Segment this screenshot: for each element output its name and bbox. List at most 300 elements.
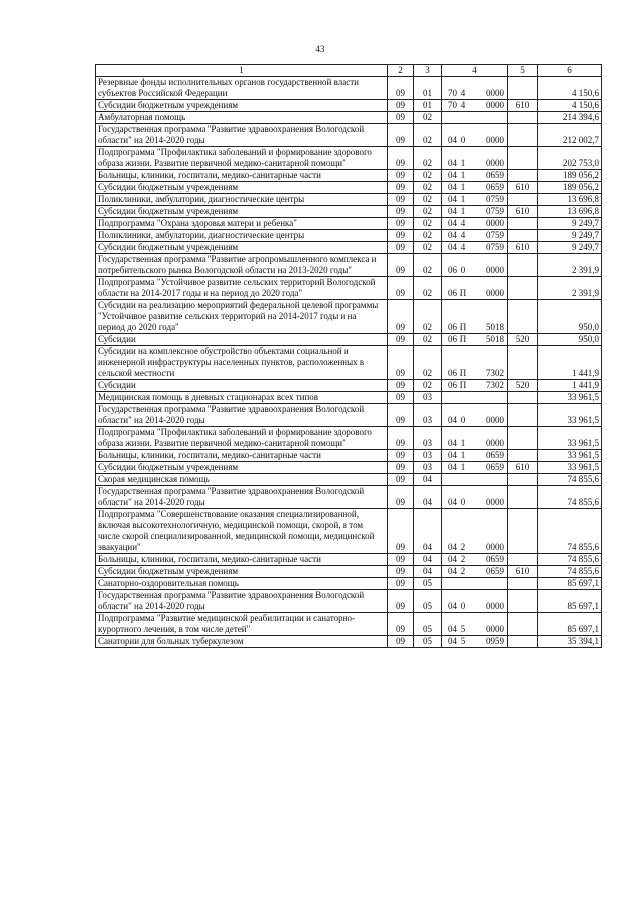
- target-article-part-c: [469, 636, 480, 647]
- row-target-article: [442, 242, 508, 254]
- row-section-code: 09: [388, 450, 414, 462]
- row-target-article: [442, 554, 508, 566]
- target-article-part-d: 0000: [486, 497, 504, 507]
- row-name: Скорая медицинская помощь: [96, 474, 388, 486]
- target-article-parts: [444, 322, 505, 333]
- row-name: Государственная программа "Развитие агропромышленного комплекса и потребительского рынка Вологодской области на 2013-2020 годы": [96, 254, 388, 277]
- table-row: [96, 242, 602, 254]
- table-row: [96, 578, 602, 590]
- target-article-part-d: 0659: [486, 554, 504, 564]
- row-expense-type: [508, 509, 538, 554]
- target-article-part-c: [469, 170, 480, 181]
- row-name: Больницы, клиники, госпитали, медико-санитарные части: [96, 450, 388, 462]
- target-article-part-a: 04: [448, 624, 457, 634]
- target-article-part-a: 06: [448, 265, 457, 275]
- table-row: [96, 206, 602, 218]
- row-amount: 74 855,6: [538, 474, 602, 486]
- target-article-part-d: 0000: [486, 438, 504, 448]
- target-article-parts: [444, 450, 505, 461]
- target-article-part-a: 04: [448, 242, 457, 252]
- table-row: [96, 112, 602, 124]
- row-name: Государственная программа "Развитие здравоохранения Вологодской области" на 2014-2020 годы: [96, 486, 388, 509]
- row-name: Поликлиники, амбулатории, диагностические центры: [96, 230, 388, 242]
- target-article-part-c: [469, 182, 480, 193]
- target-article-part-b: 1: [460, 182, 466, 192]
- target-article-parts: [444, 135, 505, 146]
- row-amount: 33 961,5: [538, 427, 602, 450]
- target-article-part-c: [469, 334, 480, 345]
- row-target-article: [442, 450, 508, 462]
- target-article-part-a: 06: [448, 380, 457, 390]
- row-expense-type: [508, 147, 538, 170]
- target-article-part-a: 04: [448, 554, 457, 564]
- row-subsection-code: 02: [414, 380, 442, 392]
- target-article-part-b: 5: [460, 624, 466, 634]
- row-section-code: 09: [388, 346, 414, 380]
- target-article-parts: [444, 242, 505, 253]
- target-article-parts: [444, 636, 505, 647]
- row-section-code: 09: [388, 242, 414, 254]
- table-row: [96, 277, 602, 300]
- target-article-parts: [444, 88, 505, 99]
- target-article-part-c: [469, 450, 480, 461]
- target-article-part-b: 0: [460, 135, 466, 145]
- row-name: Субсидии бюджетным учреждениям: [96, 566, 388, 578]
- row-expense-type: [508, 554, 538, 566]
- table-row: [96, 392, 602, 404]
- row-section-code: 09: [388, 509, 414, 554]
- target-article-part-a: 04: [448, 542, 457, 552]
- row-subsection-code: 03: [414, 392, 442, 404]
- row-expense-type: 610: [508, 182, 538, 194]
- row-name: Субсидии бюджетным учреждениям: [96, 100, 388, 112]
- target-article-part-b: 4: [460, 230, 466, 240]
- row-amount: 13 696,8: [538, 206, 602, 218]
- target-article-parts: [444, 368, 505, 379]
- target-article-part-c: [469, 497, 480, 508]
- row-subsection-code: 02: [414, 254, 442, 277]
- target-article-part-a: 04: [448, 158, 457, 168]
- target-article-part-b: 1: [460, 462, 466, 472]
- target-article-parts: [444, 438, 505, 449]
- row-expense-type: [508, 124, 538, 147]
- row-section-code: 09: [388, 404, 414, 427]
- table-row: [96, 100, 602, 112]
- row-amount: 35 394,1: [538, 636, 602, 648]
- row-amount: 2 391,9: [538, 254, 602, 277]
- row-expense-type: [508, 474, 538, 486]
- target-article-part-d: 0000: [486, 542, 504, 552]
- target-article-parts: [444, 554, 505, 565]
- row-expense-type: 610: [508, 566, 538, 578]
- target-article-part-c: [469, 368, 480, 379]
- target-article-part-d: 0000: [486, 624, 504, 634]
- table-row: [96, 346, 602, 380]
- row-expense-type: [508, 300, 538, 334]
- target-article-part-c: [469, 194, 480, 205]
- target-article-part-c: [469, 135, 480, 146]
- row-subsection-code: 01: [414, 77, 442, 100]
- target-article-part-a: 04: [448, 497, 457, 507]
- target-article-part-a: 06: [448, 368, 457, 378]
- target-article-part-d: 0000: [486, 100, 504, 110]
- row-name: Субсидии бюджетным учреждениям: [96, 242, 388, 254]
- row-name: Санатории для больных туберкулезом: [96, 636, 388, 648]
- table-row: [96, 427, 602, 450]
- row-amount: 74 855,6: [538, 554, 602, 566]
- row-amount: 85 697,1: [538, 590, 602, 613]
- row-name: Субсидии: [96, 334, 388, 346]
- target-article-part-a: 04: [448, 601, 457, 611]
- row-name: Субсидии на реализацию мероприятий федеральной целевой программы "Устойчивое развитие сельских территорий на 2014-2017 годы и на период до 2020 года": [96, 300, 388, 334]
- row-target-article: [442, 346, 508, 380]
- row-target-article: [442, 334, 508, 346]
- row-expense-type: [508, 254, 538, 277]
- row-expense-type: [508, 486, 538, 509]
- row-expense-type: [508, 346, 538, 380]
- row-section-code: 09: [388, 194, 414, 206]
- target-article-part-d: 0959: [486, 636, 504, 646]
- header-col-1: 1: [96, 65, 388, 77]
- target-article-part-b: П: [459, 288, 467, 298]
- row-target-article: [442, 404, 508, 427]
- row-amount: 189 056,2: [538, 182, 602, 194]
- row-target-article: [442, 590, 508, 613]
- row-expense-type: 610: [508, 206, 538, 218]
- row-amount: 950,0: [538, 300, 602, 334]
- target-article-part-d: 0000: [486, 601, 504, 611]
- target-article-part-b: 2: [460, 566, 466, 576]
- row-target-article: [442, 486, 508, 509]
- target-article-part-c: [469, 462, 480, 473]
- target-article-part-b: 5: [460, 636, 466, 646]
- row-target-article: [442, 206, 508, 218]
- target-article-part-d: 0659: [486, 182, 504, 192]
- target-article-parts: [444, 624, 505, 635]
- row-subsection-code: 02: [414, 147, 442, 170]
- target-article-part-d: 0659: [486, 462, 504, 472]
- target-article-part-b: 1: [460, 158, 466, 168]
- target-article-part-a: 06: [448, 322, 457, 332]
- row-expense-type: [508, 170, 538, 182]
- row-target-article: [442, 182, 508, 194]
- table-row: [96, 636, 602, 648]
- target-article-part-b: 4: [460, 218, 466, 228]
- row-name: Больницы, клиники, госпитали, медико-санитарные части: [96, 554, 388, 566]
- table-row: [96, 218, 602, 230]
- target-article-part-c: [469, 542, 480, 553]
- row-amount: 4 150,6: [538, 100, 602, 112]
- table-row: [96, 450, 602, 462]
- target-article-part-c: [469, 230, 480, 241]
- row-expense-type: [508, 194, 538, 206]
- row-target-article: [442, 566, 508, 578]
- row-name: Государственная программа "Развитие здравоохранения Вологодской области" на 2014-2020 годы: [96, 124, 388, 147]
- row-target-article: [442, 613, 508, 636]
- target-article-part-a: 04: [448, 230, 457, 240]
- target-article-part-a: 04: [448, 182, 457, 192]
- row-target-article: [442, 170, 508, 182]
- target-article-part-b: 1: [460, 438, 466, 448]
- target-article-part-b: 1: [460, 206, 466, 216]
- row-amount: 212 002,7: [538, 124, 602, 147]
- target-article-parts: [444, 158, 505, 169]
- header-col-3: 3: [414, 65, 442, 77]
- target-article-part-d: 0759: [486, 206, 504, 216]
- target-article-part-b: 4: [460, 88, 466, 98]
- table-row: [96, 486, 602, 509]
- row-target-article: [442, 230, 508, 242]
- row-expense-type: [508, 404, 538, 427]
- row-amount: 33 961,5: [538, 392, 602, 404]
- row-amount: 85 697,1: [538, 578, 602, 590]
- row-section-code: 09: [388, 300, 414, 334]
- table-row: [96, 474, 602, 486]
- row-subsection-code: 02: [414, 277, 442, 300]
- target-article-part-b: 1: [460, 170, 466, 180]
- target-article-part-c: [469, 554, 480, 565]
- row-subsection-code: 02: [414, 334, 442, 346]
- header-col-6: 6: [538, 65, 602, 77]
- table-row: [96, 590, 602, 613]
- row-section-code: 09: [388, 100, 414, 112]
- row-section-code: 09: [388, 427, 414, 450]
- row-target-article: [442, 147, 508, 170]
- row-subsection-code: 05: [414, 578, 442, 590]
- row-expense-type: [508, 392, 538, 404]
- row-subsection-code: 02: [414, 300, 442, 334]
- target-article-part-a: 04: [448, 566, 457, 576]
- target-article-parts: [444, 542, 505, 553]
- target-article-part-c: [469, 380, 480, 391]
- row-subsection-code: 05: [414, 636, 442, 648]
- target-article-part-d: 5018: [486, 322, 504, 332]
- row-amount: 4 150,6: [538, 77, 602, 100]
- row-section-code: 09: [388, 392, 414, 404]
- row-section-code: 09: [388, 578, 414, 590]
- row-amount: 1 441,9: [538, 380, 602, 392]
- row-subsection-code: 02: [414, 182, 442, 194]
- table-row: [96, 509, 602, 554]
- row-amount: 202 753,0: [538, 147, 602, 170]
- table-row: [96, 124, 602, 147]
- target-article-parts: [444, 218, 505, 229]
- target-article-part-b: 0: [460, 601, 466, 611]
- row-section-code: 09: [388, 462, 414, 474]
- target-article-parts: [444, 566, 505, 577]
- target-article-part-b: 0: [460, 265, 466, 275]
- row-amount: 74 855,6: [538, 486, 602, 509]
- target-article-part-d: 7302: [486, 380, 504, 390]
- row-section-code: 09: [388, 218, 414, 230]
- row-name: Поликлиники, амбулатории, диагностические центры: [96, 194, 388, 206]
- row-amount: 33 961,5: [538, 450, 602, 462]
- table-row: [96, 182, 602, 194]
- target-article-parts: [444, 415, 505, 426]
- target-article-part-a: 04: [448, 450, 457, 460]
- row-expense-type: 610: [508, 462, 538, 474]
- target-article-parts: [444, 170, 505, 181]
- table-row: [96, 566, 602, 578]
- row-expense-type: [508, 218, 538, 230]
- target-article-part-a: 04: [448, 170, 457, 180]
- row-name: Субсидии бюджетным учреждениям: [96, 182, 388, 194]
- row-name: Субсидии: [96, 380, 388, 392]
- row-section-code: 09: [388, 636, 414, 648]
- target-article-part-c: [469, 158, 480, 169]
- row-expense-type: 610: [508, 242, 538, 254]
- row-target-article: [442, 112, 508, 124]
- row-target-article: [442, 100, 508, 112]
- target-article-part-d: 0000: [486, 288, 504, 298]
- target-article-part-d: 7302: [486, 368, 504, 378]
- row-expense-type: [508, 636, 538, 648]
- row-section-code: 09: [388, 147, 414, 170]
- table-row: [96, 462, 602, 474]
- row-target-article: [442, 636, 508, 648]
- table-row: [96, 254, 602, 277]
- target-article-part-c: [469, 242, 480, 253]
- target-article-part-a: 06: [448, 288, 457, 298]
- row-section-code: 09: [388, 554, 414, 566]
- row-target-article: [442, 124, 508, 147]
- row-section-code: 09: [388, 170, 414, 182]
- row-expense-type: 520: [508, 380, 538, 392]
- header-col-2: 2: [388, 65, 414, 77]
- row-name: Медицинская помощь в дневных стационарах всех типов: [96, 392, 388, 404]
- row-subsection-code: 04: [414, 566, 442, 578]
- row-target-article: [442, 194, 508, 206]
- row-amount: 13 696,8: [538, 194, 602, 206]
- target-article-parts: [444, 230, 505, 241]
- target-article-part-a: 04: [448, 415, 457, 425]
- row-name: Субсидии бюджетным учреждениям: [96, 462, 388, 474]
- page-number: 43: [315, 44, 325, 54]
- table-row: [96, 230, 602, 242]
- target-article-parts: [444, 194, 505, 205]
- target-article-part-a: 04: [448, 206, 457, 216]
- row-name: Подпрограмма "Устойчивое развитие сельских территорий Вологодской области на 2014-2017 годы и на период до 2020 года": [96, 277, 388, 300]
- target-article-part-b: 2: [460, 542, 466, 552]
- row-section-code: 09: [388, 380, 414, 392]
- row-target-article: [442, 427, 508, 450]
- target-article-part-c: [469, 265, 480, 276]
- target-article-parts: [444, 288, 505, 299]
- table-row: [96, 554, 602, 566]
- target-article-part-c: [469, 322, 480, 333]
- row-target-article: [442, 392, 508, 404]
- row-subsection-code: 04: [414, 474, 442, 486]
- row-amount: 9 249,7: [538, 242, 602, 254]
- target-article-part-b: 0: [460, 497, 466, 507]
- target-article-part-a: 70: [448, 88, 457, 98]
- row-target-article: [442, 277, 508, 300]
- row-subsection-code: 02: [414, 206, 442, 218]
- row-section-code: 09: [388, 206, 414, 218]
- row-expense-type: 520: [508, 334, 538, 346]
- row-expense-type: [508, 277, 538, 300]
- row-amount: 9 249,7: [538, 218, 602, 230]
- target-article-part-d: 0759: [486, 242, 504, 252]
- row-target-article: [442, 218, 508, 230]
- row-amount: 950,0: [538, 334, 602, 346]
- target-article-part-b: 4: [460, 242, 466, 252]
- row-amount: 33 961,5: [538, 404, 602, 427]
- row-subsection-code: 03: [414, 462, 442, 474]
- table-body: [96, 77, 602, 648]
- row-name: Государственная программа "Развитие здравоохранения Вологодской области" на 2014-2020 годы: [96, 590, 388, 613]
- row-amount: 74 855,6: [538, 509, 602, 554]
- target-article-part-d: 0759: [486, 230, 504, 240]
- row-subsection-code: 02: [414, 242, 442, 254]
- row-section-code: 09: [388, 112, 414, 124]
- row-name: Резервные фонды исполнительных органов государственной власти субъектов Российской Федерации: [96, 77, 388, 100]
- target-article-part-b: П: [459, 322, 467, 332]
- target-article-part-a: 04: [448, 218, 457, 228]
- row-expense-type: 610: [508, 100, 538, 112]
- target-article-part-c: [469, 415, 480, 426]
- row-name: Субсидии на комплексное обустройство объектами социальной и инженерной инфраструктуры населенных пунктов, расположенных в сельской местности: [96, 346, 388, 380]
- row-amount: 1 441,9: [538, 346, 602, 380]
- row-subsection-code: 05: [414, 613, 442, 636]
- row-expense-type: [508, 230, 538, 242]
- row-section-code: 09: [388, 230, 414, 242]
- table-row: [96, 404, 602, 427]
- row-section-code: 09: [388, 182, 414, 194]
- row-amount: 74 855,6: [538, 566, 602, 578]
- table-row: [96, 334, 602, 346]
- row-target-article: [442, 254, 508, 277]
- row-expense-type: [508, 613, 538, 636]
- row-subsection-code: 04: [414, 509, 442, 554]
- row-name: Подпрограмма "Развитие медицинской реабилитации и санаторно-курортного лечения, в том числе детей": [96, 613, 388, 636]
- header-col-4: 4: [442, 65, 508, 77]
- row-amount: 85 697,1: [538, 613, 602, 636]
- target-article-part-d: 0659: [486, 566, 504, 576]
- row-target-article: [442, 380, 508, 392]
- target-article-part-a: 70: [448, 100, 457, 110]
- target-article-part-b: 0: [460, 415, 466, 425]
- row-name: Амбулаторная помощь: [96, 112, 388, 124]
- row-amount: 2 391,9: [538, 277, 602, 300]
- target-article-part-b: П: [459, 368, 467, 378]
- row-name: Подпрограмма "Совершенствование оказания специализированной, включая высокотехнологичную, медицинской помощи, скорой, в том числе скорой специализированной, медицинской помощи, медицинской эвакуации": [96, 509, 388, 554]
- target-article-parts: [444, 182, 505, 193]
- target-article-part-b: 2: [460, 554, 466, 564]
- row-subsection-code: 02: [414, 194, 442, 206]
- target-article-part-a: 04: [448, 438, 457, 448]
- row-section-code: 09: [388, 474, 414, 486]
- row-subsection-code: 02: [414, 346, 442, 380]
- row-amount: 33 961,5: [538, 462, 602, 474]
- budget-table: [95, 64, 602, 648]
- target-article-part-d: 0659: [486, 170, 504, 180]
- row-target-article: [442, 462, 508, 474]
- target-article-parts: [444, 497, 505, 508]
- row-subsection-code: 02: [414, 218, 442, 230]
- row-subsection-code: 03: [414, 427, 442, 450]
- target-article-part-d: 0000: [486, 158, 504, 168]
- row-amount: 214 394,6: [538, 112, 602, 124]
- row-amount: 189 056,2: [538, 170, 602, 182]
- target-article-part-d: 0000: [486, 88, 504, 98]
- row-section-code: 09: [388, 254, 414, 277]
- target-article-parts: [444, 380, 505, 391]
- table-header-row: [96, 65, 602, 77]
- row-name: Больницы, клиники, госпитали, медико-санитарные части: [96, 170, 388, 182]
- row-section-code: 09: [388, 77, 414, 100]
- row-expense-type: [508, 112, 538, 124]
